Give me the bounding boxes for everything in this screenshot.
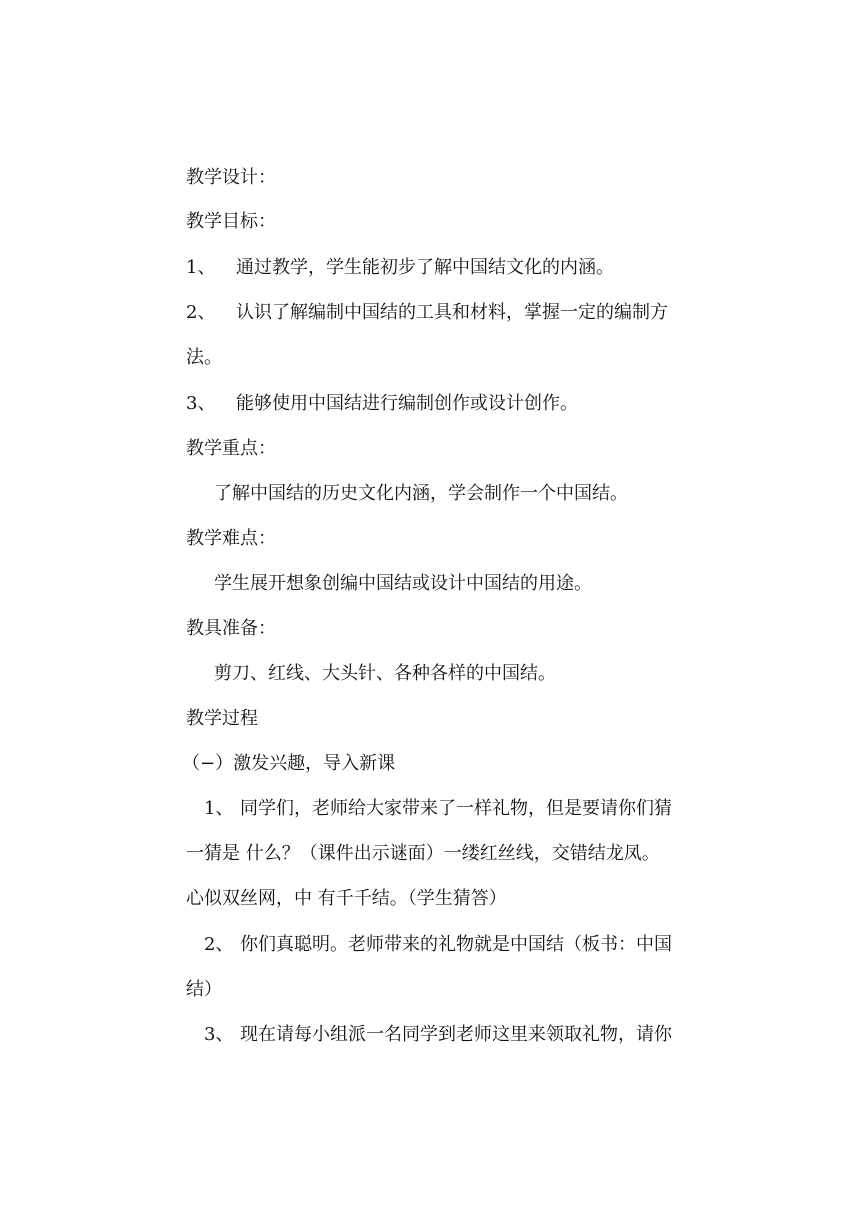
goal-number: 2、	[186, 302, 216, 323]
goal-item-2-continuation: 法。	[186, 347, 222, 368]
teaching-tools-text: 剪刀、红线、大头针、各种各样的中国结。	[214, 663, 556, 684]
heading-key-points: 教学重点：	[186, 438, 276, 459]
goal-number: 1、	[186, 257, 216, 278]
goal-item-3	[186, 392, 578, 416]
step-item-2	[204, 933, 672, 957]
goal-item-2	[186, 301, 668, 325]
heading-teaching-design: 教学设计：	[186, 167, 276, 188]
step-item-1-line-3: 心似双丝网，中 有千千结。（学生猜答）	[186, 888, 507, 909]
step-text: 同学们，老师给大家带来了一样礼物，但是要请你们猜	[240, 798, 672, 819]
goal-number: 3、	[186, 393, 216, 414]
goal-text: 认识了解编制中国结的工具和材料，掌握一定的编制方	[236, 302, 668, 323]
goal-item-1	[186, 256, 614, 280]
step-item-1	[204, 797, 672, 821]
key-points-text: 了解中国结的历史文化内涵，学会制作一个中国结。	[214, 483, 628, 504]
difficulties-text: 学生展开想象创编中国结或设计中国结的用途。	[214, 573, 592, 594]
goal-text: 能够使用中国结进行编制创作或设计创作。	[236, 393, 578, 414]
goal-text: 通过教学，学生能初步了解中国结文化的内涵。	[236, 257, 614, 278]
heading-teaching-tools: 教具准备：	[186, 618, 276, 639]
heading-teaching-goals: 教学目标：	[186, 211, 276, 232]
step-number: 1、	[204, 798, 234, 819]
step-item-3	[204, 1023, 672, 1047]
section-heading-1: （−）激发兴趣，导入新课	[182, 753, 396, 774]
step-number: 2、	[204, 934, 234, 955]
heading-teaching-process: 教学过程	[186, 708, 258, 729]
step-text: 你们真聪明。老师带来的礼物就是中国结（板书：中国	[240, 934, 672, 955]
step-item-1-line-2: 一猜是 什么？（课件出示谜面）一缕红丝线，交错结龙凤。	[186, 843, 660, 864]
step-text: 现在请每小组派一名同学到老师这里来领取礼物，请你	[240, 1024, 672, 1045]
heading-difficulties: 教学难点：	[186, 528, 276, 549]
step-item-2-line-2: 结）	[186, 979, 222, 1000]
step-number: 3、	[204, 1024, 234, 1045]
